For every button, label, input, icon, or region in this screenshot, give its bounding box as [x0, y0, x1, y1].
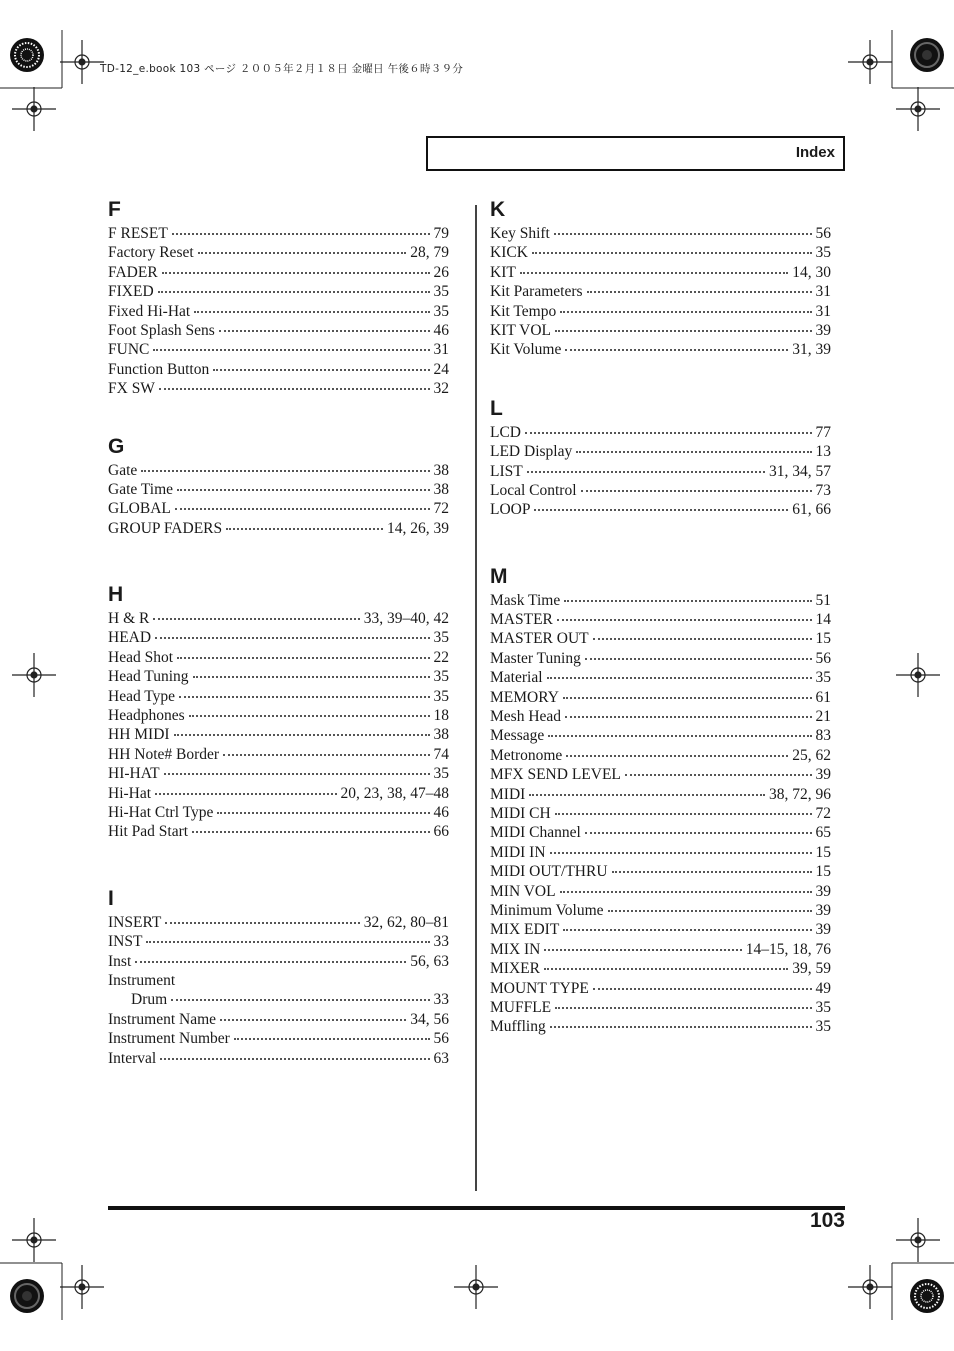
section-letter: I [108, 886, 114, 910]
index-section-l [490, 395, 831, 520]
entry-term: GLOBAL [108, 500, 171, 518]
entry-pages: 56 [433, 1030, 449, 1048]
index-entry [108, 379, 449, 398]
entry-term: MIXER [490, 960, 540, 978]
index-entry [490, 263, 831, 282]
entry-pages: 31, 34, 57 [769, 462, 831, 480]
entry-term: LED Display [490, 443, 573, 461]
page-number: 103 [809, 1209, 845, 1232]
index-entry [490, 321, 831, 340]
entry-pages: 66 [433, 823, 449, 841]
entry-pages: 20, 23, 38, 47–48 [340, 784, 449, 802]
dot-leader [189, 714, 430, 717]
dot-leader [223, 753, 429, 756]
index-entry [108, 667, 449, 686]
entry-pages: 35 [433, 668, 449, 686]
entry-term: Kit Volume [490, 341, 562, 359]
entry-term: Hit Pad Start [108, 823, 189, 841]
dot-leader [192, 830, 429, 833]
section-letter: K [490, 198, 506, 221]
dot-leader [593, 637, 812, 640]
entry-term: HH Note# Border [108, 745, 220, 763]
dot-leader [194, 310, 429, 313]
entry-pages: 35 [815, 244, 831, 262]
entry-pages: 33, 39–40, 42 [363, 610, 449, 628]
entry-term: Muffling [490, 1018, 546, 1036]
entry-term: Head Tuning [108, 668, 189, 686]
index-entry [490, 224, 831, 243]
section-letter: H [108, 583, 124, 607]
index-entry [108, 609, 449, 628]
index-entry [490, 707, 831, 726]
index-entry [108, 1049, 449, 1068]
index-entry [490, 1017, 831, 1036]
index-section-h [108, 581, 449, 842]
entry-pages: 26 [433, 263, 449, 281]
entry-term: Instrument [108, 971, 176, 989]
entry-pages: 38, 72, 96 [769, 785, 831, 803]
dot-leader [198, 251, 407, 254]
index-entry [490, 442, 831, 461]
entry-pages: 79 [433, 225, 449, 242]
entry-pages: 28, 79 [410, 244, 449, 262]
entry-term: Metronome [490, 746, 563, 764]
entry-pages: 32, 62, 80–81 [363, 913, 449, 931]
dot-leader [555, 329, 812, 332]
entry-pages: 65 [815, 824, 831, 842]
dot-leader [547, 676, 812, 679]
entry-pages: 49 [815, 979, 831, 997]
entry-term: Gate [108, 461, 138, 479]
index-title: Index [795, 144, 835, 161]
entry-pages: 35 [433, 629, 449, 647]
entry-term: Head Type [108, 687, 176, 705]
entry-pages: 61 [815, 688, 831, 706]
entry-term: MASTER OUT [490, 630, 589, 648]
entry-term: Master Tuning [490, 649, 581, 667]
section-letter: F [108, 198, 121, 221]
entry-pages: 46 [433, 321, 449, 339]
index-entry [490, 901, 831, 920]
entry-pages: 14 [815, 611, 831, 629]
index-entry [108, 952, 449, 971]
entry-pages: 35 [815, 669, 831, 687]
index-entry [490, 481, 831, 500]
entry-term: Head Shot [108, 648, 174, 666]
dot-leader [234, 1037, 430, 1040]
entry-pages: 39 [815, 766, 831, 784]
entry-term: KICK [490, 244, 528, 262]
index-entry [108, 687, 449, 706]
dot-leader [217, 811, 429, 814]
entry-term: LOOP [490, 501, 531, 519]
entry-term: H & R [108, 610, 150, 628]
dot-leader [534, 508, 788, 511]
entry-pages: 72 [815, 804, 831, 822]
dot-leader [159, 387, 430, 390]
dot-leader [146, 940, 429, 943]
index-entry [108, 628, 449, 647]
index-entry [108, 360, 449, 379]
entry-term: Function Button [108, 360, 210, 378]
entry-pages: 73 [815, 481, 831, 499]
entry-pages: 35 [433, 302, 449, 320]
entry-term: FUNC [108, 341, 150, 359]
entry-term: Interval [108, 1049, 157, 1067]
entry-term: HI-HAT [108, 765, 160, 783]
index-entry [108, 725, 449, 744]
entry-term: MIDI [490, 785, 526, 803]
index-entry [490, 462, 831, 481]
entry-term: MUFFLE [490, 998, 552, 1016]
dot-leader [155, 792, 336, 795]
dot-leader [585, 831, 812, 834]
index-column-right [490, 196, 831, 1037]
entry-term: Mesh Head [490, 708, 562, 726]
entry-pages: 15 [815, 630, 831, 648]
index-entry [108, 224, 449, 243]
entry-term: Instrument Name [108, 1010, 217, 1028]
index-entry [108, 461, 449, 480]
dot-leader [563, 928, 811, 931]
dot-leader [587, 290, 812, 293]
dot-leader [557, 618, 812, 621]
index-entry [108, 480, 449, 499]
entry-term: HH MIDI [108, 726, 170, 744]
index-column-left [108, 196, 449, 1068]
dot-leader [153, 617, 359, 620]
entry-pages: 63 [433, 1049, 449, 1067]
index-entry [490, 765, 831, 784]
index-entry [490, 979, 831, 998]
index-entry [108, 822, 449, 841]
entry-pages: 83 [815, 727, 831, 745]
dot-leader [612, 870, 812, 873]
dot-leader [565, 348, 788, 351]
index-entry [108, 263, 449, 282]
dot-leader [153, 348, 429, 351]
entry-pages: 51 [815, 591, 831, 609]
dot-leader [548, 734, 811, 737]
index-entry [108, 971, 449, 990]
entry-term: Hi-Hat [108, 784, 152, 802]
index-entry [108, 519, 449, 538]
index-entry [108, 1029, 449, 1048]
dot-leader [155, 636, 429, 639]
dot-leader [565, 715, 811, 718]
index-entry [108, 932, 449, 951]
dot-leader [160, 1057, 429, 1060]
entry-term: Fixed Hi-Hat [108, 302, 191, 320]
entry-term: Material [490, 669, 543, 687]
dot-leader [532, 251, 812, 254]
dot-leader [162, 271, 430, 274]
dot-leader [141, 469, 429, 472]
dot-leader [171, 998, 429, 1001]
index-entry [490, 649, 831, 668]
index-entry [490, 340, 831, 359]
index-entry [108, 340, 449, 359]
index-entry [490, 862, 831, 881]
index-entry [108, 302, 449, 321]
dot-leader [550, 851, 812, 854]
entry-pages: 38 [433, 726, 449, 744]
dot-leader [560, 890, 812, 893]
index-entry [108, 282, 449, 301]
entry-pages: 39 [815, 882, 831, 900]
section-letter: M [490, 564, 508, 588]
entry-pages: 31 [433, 341, 449, 359]
entry-pages: 31 [815, 283, 831, 301]
entry-pages: 35 [815, 1018, 831, 1036]
entry-term: Local Control [490, 481, 577, 499]
index-entry [490, 423, 831, 442]
entry-pages: 34, 56 [410, 1010, 449, 1028]
entry-pages: 35 [433, 283, 449, 301]
entry-term: MOUNT TYPE [490, 979, 589, 997]
dot-leader [576, 450, 811, 453]
entry-term: FX SW [108, 380, 155, 398]
index-entry [108, 243, 449, 262]
entry-term: Factory Reset [108, 244, 194, 262]
index-entry [490, 998, 831, 1017]
index-entry [108, 764, 449, 783]
index-entry [108, 499, 449, 518]
index-entry [490, 882, 831, 901]
entry-pages: 25, 62 [792, 746, 831, 764]
index-section-f [108, 196, 449, 399]
index-entry [108, 803, 449, 822]
dot-leader [158, 290, 430, 293]
index-entry [490, 629, 831, 648]
index-entry [490, 688, 831, 707]
entry-term: Gate Time [108, 480, 174, 498]
dot-leader [226, 527, 383, 530]
dot-leader [527, 470, 765, 473]
entry-term: LCD [490, 423, 521, 441]
index-entry [490, 302, 831, 321]
dot-leader [525, 431, 812, 434]
entry-term: INSERT [108, 913, 162, 931]
dot-leader [175, 507, 430, 510]
index-entry [108, 745, 449, 764]
index-section-i [108, 885, 449, 1068]
entry-term: FADER [108, 263, 158, 281]
index-header-box [426, 136, 845, 171]
index-entry [490, 785, 831, 804]
dot-leader [550, 1025, 812, 1028]
entry-pages: 77 [815, 423, 831, 441]
entry-term: Mask Time [490, 591, 561, 609]
entry-term: Inst [108, 952, 132, 970]
entry-pages: 35 [433, 765, 449, 783]
index-entry [490, 243, 831, 262]
dot-leader [193, 675, 430, 678]
entry-pages: 33 [433, 933, 449, 951]
entry-pages: 35 [433, 687, 449, 705]
index-entry [490, 610, 831, 629]
entry-pages: 15 [815, 863, 831, 881]
entry-pages: 39 [815, 321, 831, 339]
index-entry [490, 500, 831, 519]
dot-leader [593, 987, 812, 990]
entry-term: INST [108, 933, 143, 951]
entry-pages: 32 [433, 380, 449, 398]
dot-leader [554, 232, 812, 235]
entry-pages: 15 [815, 843, 831, 861]
section-letter: L [490, 396, 503, 420]
entry-term: MIDI IN [490, 843, 546, 861]
dot-leader [219, 329, 430, 332]
dot-leader [544, 967, 788, 970]
dot-leader [165, 921, 359, 924]
index-entry [490, 804, 831, 823]
index-entry [490, 823, 831, 842]
index-entry [490, 940, 831, 959]
entry-pages: 61, 66 [792, 501, 831, 519]
entry-term: MIDI CH [490, 804, 551, 822]
dot-leader [174, 733, 430, 736]
entry-pages: 38 [433, 461, 449, 479]
entry-term: KIT [490, 263, 516, 281]
footer-rule [108, 1206, 845, 1210]
dot-leader [563, 696, 812, 699]
file-header: TD-12_e.book 103 ページ ２００５年２月１８日 金曜日 午後６時３９分 [100, 63, 464, 75]
index-entry [108, 321, 449, 340]
entry-term: Message [490, 727, 545, 745]
entry-term: Drum [131, 991, 168, 1009]
entry-term: Minimum Volume [490, 901, 604, 919]
entry-pages: 18 [433, 707, 449, 725]
index-entry [108, 913, 449, 932]
index-entry [108, 706, 449, 725]
dot-leader [560, 310, 811, 313]
dot-leader [555, 812, 812, 815]
index-entry [108, 990, 449, 1009]
entry-pages: 74 [433, 745, 449, 763]
entry-pages: 31, 39 [792, 341, 831, 359]
entry-term: MIDI OUT/THRU [490, 863, 608, 881]
entry-term: MIN VOL [490, 882, 556, 900]
entry-pages: 22 [433, 648, 449, 666]
entry-term: F RESET [108, 225, 168, 242]
entry-term: HEAD [108, 629, 152, 647]
index-entry [490, 920, 831, 939]
entry-pages: 46 [433, 803, 449, 821]
index-entry [108, 784, 449, 803]
index-entry [490, 726, 831, 745]
entry-term: Hi-Hat Ctrl Type [108, 803, 214, 821]
dot-leader [585, 657, 812, 660]
index-entry [490, 282, 831, 301]
entry-pages: 24 [433, 360, 449, 378]
entry-term: Foot Splash Sens [108, 321, 215, 339]
entry-pages: 14–15, 18, 76 [745, 940, 831, 958]
index-section-g [108, 433, 449, 539]
index-entry [490, 591, 831, 610]
dot-leader [581, 489, 812, 492]
section-letter: G [108, 434, 125, 458]
index-entry [490, 746, 831, 765]
entry-pages: 14, 26, 39 [387, 519, 449, 537]
dot-leader [555, 1006, 811, 1009]
entry-pages: 38 [433, 480, 449, 498]
entry-pages: 39 [815, 921, 831, 939]
entry-pages: 56 [815, 225, 831, 242]
entry-term: FIXED [108, 283, 154, 301]
entry-pages: 72 [433, 500, 449, 518]
dot-leader [520, 271, 788, 274]
dot-leader [625, 773, 812, 776]
entry-pages: 14, 30 [792, 263, 831, 281]
dot-leader [544, 948, 741, 951]
index-section-m [490, 563, 831, 1037]
entry-term: Headphones [108, 707, 185, 725]
entry-term: LIST [490, 462, 523, 480]
entry-term: KIT VOL [490, 321, 551, 339]
entry-pages: 21 [815, 708, 831, 726]
entry-pages: 13 [815, 443, 831, 461]
index-entry [490, 959, 831, 978]
entry-term: GROUP FADERS [108, 519, 223, 537]
entry-pages: 33 [433, 991, 449, 1009]
dot-leader [220, 1018, 406, 1021]
dot-leader [566, 754, 788, 757]
index-entry [108, 648, 449, 667]
entry-pages: 39 [815, 901, 831, 919]
entry-term: Kit Tempo [490, 302, 557, 320]
dot-leader [179, 695, 429, 698]
entry-pages: 56 [815, 649, 831, 667]
dot-leader [213, 368, 429, 371]
column-divider [475, 205, 477, 1191]
dot-leader [177, 656, 429, 659]
entry-term: MIDI Channel [490, 824, 581, 842]
entry-term: Key Shift [490, 225, 550, 242]
entry-term: MIX EDIT [490, 921, 560, 939]
entry-pages: 35 [815, 998, 831, 1016]
dot-leader [177, 488, 429, 491]
index-section-k [490, 196, 831, 360]
entry-term: Instrument Number [108, 1030, 230, 1048]
dot-leader [564, 599, 811, 602]
dot-leader [608, 909, 812, 912]
dot-leader [164, 772, 430, 775]
entry-pages: 31 [815, 302, 831, 320]
index-entry [490, 843, 831, 862]
dot-leader [135, 960, 406, 963]
entry-term: MIX IN [490, 940, 541, 958]
dot-leader [172, 232, 430, 235]
entry-term: MASTER [490, 611, 553, 629]
entry-term: MEMORY [490, 688, 559, 706]
entry-term: Kit Parameters [490, 283, 583, 301]
dot-leader [529, 793, 765, 796]
index-entry [490, 668, 831, 687]
entry-pages: 39, 59 [792, 960, 831, 978]
entry-term: MFX SEND LEVEL [490, 766, 621, 784]
entry-pages: 56, 63 [410, 952, 449, 970]
index-entry [108, 1010, 449, 1029]
